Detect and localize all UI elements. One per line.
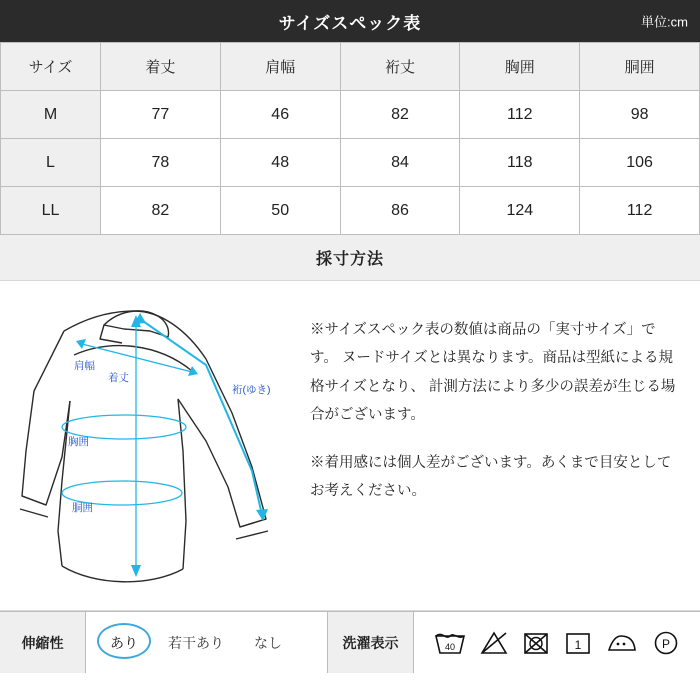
stretch-options [86,612,328,673]
cell-size: M [1,91,101,139]
measure-section-header [0,235,700,281]
cell-chest: 118 [460,139,580,187]
column-header-sleeve: 裄丈 [340,43,460,91]
cell-sleeve: 82 [340,91,460,139]
diagram-label-length: 着丈 [108,372,129,384]
wash-40-icon [433,628,467,658]
stretch-option-jakkan-ari[interactable]: 若干あり [168,634,224,651]
table-header-row [1,43,700,91]
note-actual-size: ※サイズスペック表の数値は商品の「実寸サイズ」です。 ヌードサイズとは異なります。商品は型紙による規格サイズとなり、 計測方法により多少の誤差が生じる場合がございます。 [310,322,676,423]
cleaning-code-value: P [661,636,671,651]
diagram-label-waist: 胴囲 [72,502,93,514]
cell-chest: 112 [460,91,580,139]
diagram-label-sleeve: 裄(ゆき) [232,384,271,396]
column-header-waist: 胴囲 [580,43,700,91]
size-spec-table [0,42,700,235]
cell-length: 82 [101,187,221,235]
unit-label: 単位:cm [641,14,688,30]
diagram-label-shoulder: 肩幅 [74,360,95,372]
cell-size: LL [1,187,101,235]
shirt-diagram-svg [0,281,300,611]
table-row [1,139,700,187]
shirt-diagram [0,281,300,610]
column-header-chest: 胸囲 [460,43,580,91]
iron-low-icon [563,628,593,658]
cell-sleeve: 84 [340,139,460,187]
cell-length: 78 [101,139,221,187]
cell-waist: 106 [580,139,700,187]
professional-cleaning-p-icon [651,628,681,658]
cell-size: L [1,139,101,187]
table-body [1,91,700,235]
table-row [1,187,700,235]
diagram-label-chest: 胸囲 [68,436,89,448]
table-row [1,91,700,139]
wash-temp-value: 40 [444,641,456,652]
table-header [1,43,700,91]
cell-sleeve: 86 [340,187,460,235]
stretch-option-ari[interactable]: あり [104,629,144,657]
measure-section [0,281,700,611]
cell-length: 77 [101,91,221,139]
wash-label: 洗濯表示 [328,612,414,673]
no-tumble-dry-icon [521,628,551,658]
column-header-shoulder: 肩幅 [220,43,340,91]
note-fit-varies: ※着用感には個人差がございます。あくまで目安としてお考えください。 [310,455,672,500]
column-header-size: サイズ [1,43,101,91]
page-title: サイズスペック表 [278,13,422,33]
bottom-info-bar [0,611,700,673]
stretch-option-nashi[interactable]: なし [254,634,282,651]
cell-shoulder: 50 [220,187,340,235]
no-bleach-icon [479,628,509,658]
cell-chest: 124 [460,187,580,235]
stretch-label: 伸縮性 [0,612,86,673]
page-header [0,0,700,42]
iron-low-value: 1 [574,637,582,652]
measure-section-title: 採寸方法 [315,251,384,268]
wash-care-icons [414,612,700,673]
cell-waist: 112 [580,187,700,235]
cell-waist: 98 [580,91,700,139]
column-header-length: 着丈 [101,43,221,91]
drip-dry-icon [605,628,639,658]
cell-shoulder: 46 [220,91,340,139]
cell-shoulder: 48 [220,139,340,187]
measure-notes [300,281,700,610]
